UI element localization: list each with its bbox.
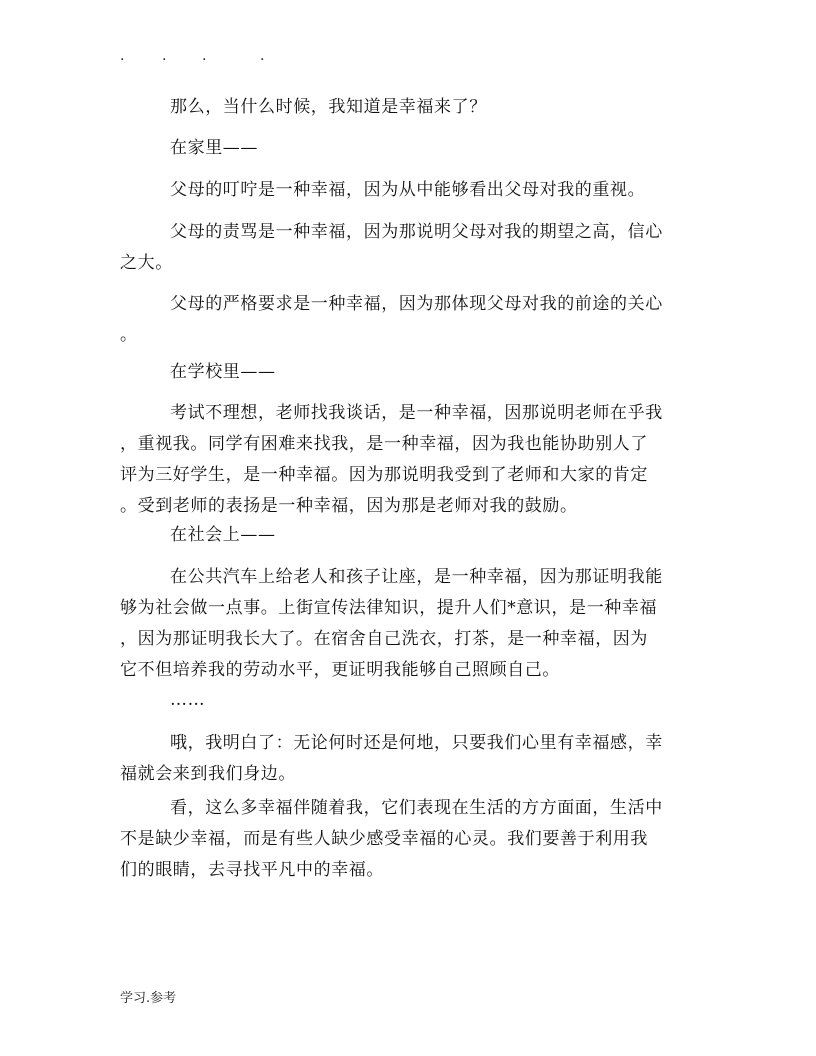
paragraph-home-2 (120, 217, 696, 279)
text-line: 福就会来到我们身边。 (120, 764, 296, 784)
text-line: ，因为那证明我长大了。在宿舍自己洗衣，打茶，是一种幸福，因为 (120, 629, 648, 649)
heading-home (120, 133, 696, 164)
text-line: …… (170, 690, 206, 710)
text-line: 父母的责骂是一种幸福，因为那说明父母对我的期望之高，信心 (170, 222, 663, 242)
header-dot: . (260, 48, 265, 64)
paragraph-final (120, 793, 696, 886)
text-line: 在社会上—— (170, 525, 276, 545)
text-line: 那么，当什么时候，我知道是幸福来了？ (170, 97, 487, 117)
text-line: 哦，我明白了：无论何时还是何地，只要我们心里有幸福感，幸 (170, 733, 663, 753)
header-dot: . (120, 48, 125, 64)
heading-school (120, 357, 696, 388)
text-line: 考试不理想，老师找我谈话，是一种幸福，因那说明老师在乎我 (170, 403, 663, 423)
text-line: 看，这么多幸福伴随着我，它们表现在生活的方方面面，生活中 (170, 798, 663, 818)
paragraph-school (120, 398, 696, 522)
header-dot: . (162, 48, 167, 64)
text-line: 父母的严格要求是一种幸福，因为那体现父母对我的前途的关心 (170, 294, 663, 314)
paragraph-home-3 (120, 289, 696, 351)
header-dots (120, 50, 280, 62)
text-line: 不是缺少幸福，而是有些人缺少感受幸福的心灵。我们要善于利用我 (120, 829, 648, 849)
paragraph-understand (120, 728, 696, 790)
text-line: 它不但培养我的劳动水平，更证明我能够自己照顾自己。 (120, 660, 560, 680)
paragraph-question (120, 92, 696, 123)
ellipsis-line (120, 685, 696, 716)
footer-label: 学习.参考 (120, 991, 177, 1006)
text-line: 。受到老师的表扬是一种幸福，因为那是老师对我的鼓励。 (120, 496, 578, 516)
text-line: 在家里—— (170, 138, 258, 158)
text-line: 评为三好学生，是一种幸福。因为那说明我受到了老师和大家的肯定 (120, 465, 648, 485)
heading-society (120, 520, 696, 551)
header-dot: . (202, 48, 207, 64)
text-line: 之大。 (120, 253, 173, 273)
text-line: 在公共汽车上给老人和孩子让座，是一种幸福，因为那证明我能 (170, 567, 663, 587)
text-line: 够为社会做一点事。上街宣传法律知识，提升人们*意识，是一种幸福 (120, 598, 658, 618)
text-line: 。 (120, 325, 138, 345)
text-line: ，重视我。同学有困难来找我，是一种幸福，因为我也能协助别人了 (120, 434, 648, 454)
paragraph-society (120, 562, 696, 686)
paragraph-home-1 (120, 175, 696, 206)
text-line: 在学校里—— (170, 362, 276, 382)
text-line: 们的眼睛，去寻找平凡中的幸福。 (120, 860, 384, 880)
text-line: 父母的叮咛是一种幸福，因为从中能够看出父母对我的重视。 (170, 180, 646, 200)
